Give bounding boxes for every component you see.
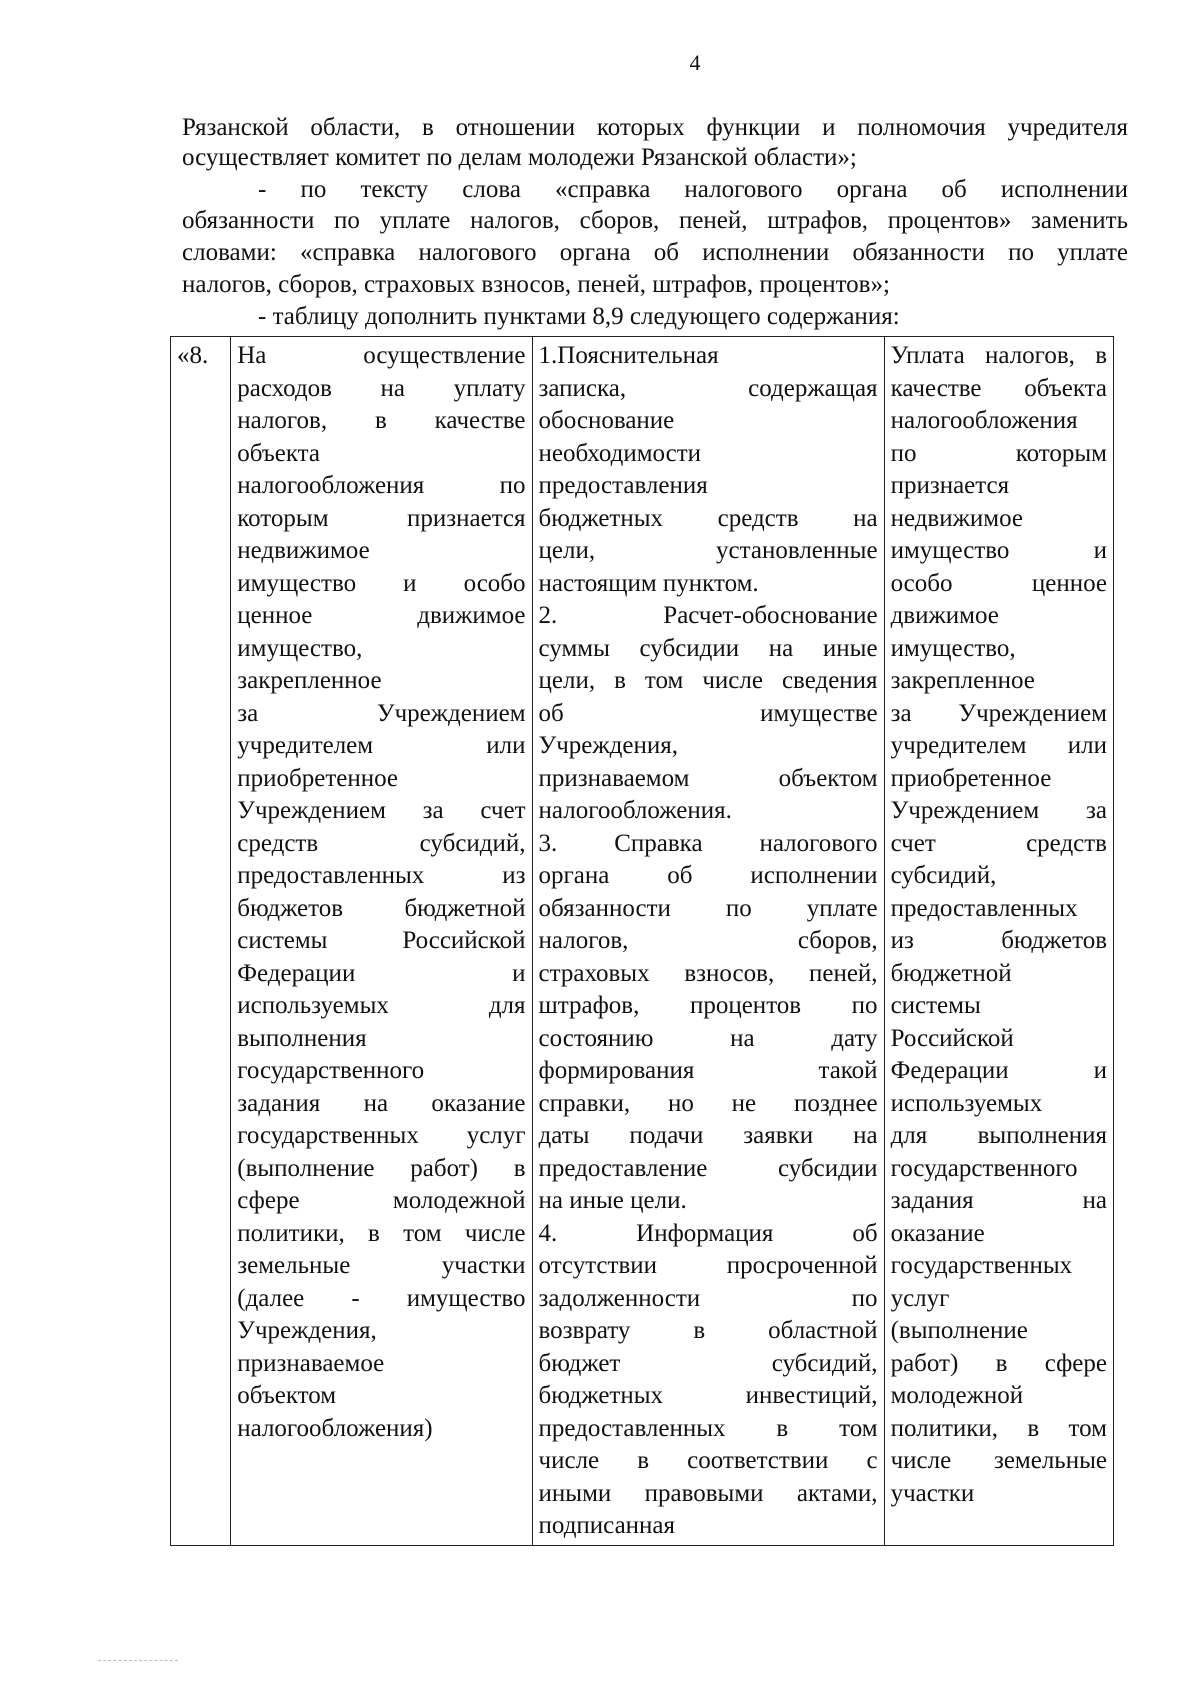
cell-line: имущество, [237, 634, 363, 662]
cell-line: сфере молодежной [237, 1187, 526, 1214]
cell-line: качестве объекта [890, 374, 1107, 402]
cell-line: настоящим пунктом. [538, 569, 759, 597]
paragraph-line: обязанности по уплате налогов, сборов, пеней, штрафов, процентов» заменить [182, 207, 1128, 234]
cell-line: оказание [890, 1219, 985, 1247]
cell-line: Уплата налогов, в [890, 342, 1107, 369]
cell-line: 1.Пояснительная [538, 342, 719, 369]
cell-line: органа об исполнении [538, 862, 878, 889]
cell-line: предоставленных в том [538, 1414, 878, 1442]
cell-line: недвижимое [890, 504, 1023, 532]
cell-line: состоянию на дату [538, 1024, 878, 1052]
cell-line: счет средств [890, 829, 1107, 857]
cell-line: государственного [237, 1057, 425, 1084]
cell-line: формирования такой [538, 1057, 878, 1084]
cell-line: особо ценное [890, 569, 1107, 597]
cell-line: имущество и [890, 537, 1107, 564]
cell-line: признаваемом объектом [538, 764, 878, 792]
cell-line: ценное движимое [237, 602, 526, 629]
cell-line: объектом [237, 1382, 337, 1409]
cell-line: закрепленное [237, 667, 382, 694]
cell-line: 2. Расчет-обоснование [538, 602, 878, 629]
cell-line: задолженности по [538, 1284, 878, 1312]
cell-line: признаваемое [237, 1349, 385, 1377]
cell-line: (выполнение [890, 1317, 1028, 1344]
cell-line: объекта [237, 439, 321, 467]
cell-line: государственного [890, 1154, 1078, 1182]
cell-line: из бюджетов [890, 927, 1107, 954]
cell-line: выполнения [237, 1024, 367, 1052]
cell-line: задания на [890, 1187, 1107, 1214]
cell-line: системы Российской [237, 927, 526, 954]
cell-line: предоставление субсидии [538, 1154, 878, 1182]
cell-line: субсидий, [890, 862, 997, 889]
cell-line: движимое [890, 602, 999, 629]
cell-line: приобретенное [237, 764, 399, 792]
cell-line: числе земельные [890, 1447, 1107, 1474]
expense-purpose-cell [231, 337, 532, 1546]
cell-line: бюджет субсидий, [538, 1349, 878, 1377]
cell-line: отсутствии просроченной [538, 1252, 878, 1279]
cell-line: за Учреждением [237, 699, 526, 727]
subsidy-purpose-cell [884, 337, 1113, 1546]
cell-line: записка, содержащая [538, 374, 878, 402]
cell-line: Федерации и [890, 1057, 1107, 1084]
cell-line: цели, в том числе сведения [538, 667, 878, 694]
cell-line: государственных [890, 1252, 1073, 1279]
table-row [171, 337, 1114, 1546]
cell-line: политики, в том [890, 1414, 1107, 1442]
cell-line: недвижимое [237, 537, 370, 564]
cell-line: обоснование [538, 407, 675, 434]
cell-line: Федерации и [237, 959, 526, 987]
cell-line: учредителем или [237, 732, 526, 759]
cell-line: молодежной [890, 1382, 1024, 1409]
cell-line: На осуществление [237, 342, 526, 369]
paragraph-line: Рязанской области, в отношении которых функции и полномочия учредителя [182, 114, 1128, 141]
cell-line: Учреждения, [237, 1317, 377, 1344]
cell-line: на иные цели. [538, 1187, 687, 1214]
cell-line: подписанная [538, 1512, 676, 1539]
cell-line: используемых для [237, 992, 526, 1019]
cell-line: расходов на уплату [237, 374, 526, 402]
cell-line: задания на оказание [237, 1089, 526, 1117]
cell-line: закрепленное [890, 667, 1035, 694]
cell-line: учредителем или [890, 732, 1107, 759]
cell-line: бюджетных инвестиций, [538, 1382, 878, 1409]
cell-line: системы [890, 992, 981, 1019]
cell-line: 3. Справка налогового [538, 829, 878, 857]
paragraph-line: - таблицу дополнить пунктами 8,9 следующего содержания: [258, 303, 900, 330]
cell-line: за Учреждением [890, 699, 1107, 727]
cell-line: иными правовыми актами, [538, 1479, 878, 1507]
cell-line: числе в соответствии с [538, 1447, 878, 1474]
row-number-cell [171, 337, 231, 1546]
cell-line: налогообложения) [237, 1414, 433, 1442]
paragraph-line: налогов, сборов, страховых взносов, пеней, штрафов, процентов»; [182, 271, 890, 298]
cell-line: об имуществе [538, 699, 878, 727]
cell-line: предоставленных [890, 894, 1078, 922]
cell-line: государственных услуг [237, 1122, 526, 1149]
row-number: «8. [177, 342, 209, 369]
cell-line: Российской [890, 1024, 1014, 1052]
cell-line: работ) в сфере [890, 1349, 1107, 1377]
requirements-table [170, 336, 1114, 1546]
cell-line: Учреждения, [538, 732, 678, 759]
cell-line: 4. Информация об [538, 1219, 878, 1247]
cell-line: предоставленных из [237, 862, 526, 889]
cell-line: для выполнения [890, 1122, 1107, 1149]
cell-line: Учреждением за [890, 797, 1107, 824]
paragraph-line: словами: «справка налогового органа об исполнении обязанности по уплате [182, 239, 1128, 266]
scan-artifact [98, 1660, 178, 1661]
paragraph-line: осуществляет комитет по делам молодежи Рязанской области»; [182, 144, 857, 171]
paragraph-line: - по тексту слова «справка налогового органа об исполнении [258, 176, 1128, 203]
cell-line: участки [890, 1479, 975, 1507]
cell-line: бюджетов бюджетной [237, 894, 526, 922]
required-documents-cell [532, 337, 884, 1546]
cell-line: справки, но не позднее [538, 1089, 878, 1117]
cell-line: услуг [890, 1284, 950, 1312]
cell-line: даты подачи заявки на [538, 1122, 878, 1149]
cell-line: используемых [890, 1089, 1043, 1117]
cell-line: налогообложения по [237, 472, 526, 499]
cell-line: политики, в том числе [237, 1219, 526, 1247]
cell-line: имущество, [890, 634, 1016, 662]
cell-line: предоставления [538, 472, 708, 499]
cell-line: имущество и особо [237, 569, 526, 597]
cell-line: суммы субсидии на иные [538, 634, 878, 662]
cell-line: налогов, сборов, [538, 927, 878, 954]
cell-line: бюджетной [890, 959, 1012, 987]
cell-line: налогообложения. [538, 797, 732, 824]
cell-line: по которым [890, 439, 1107, 467]
cell-line: средств субсидий, [237, 829, 526, 857]
cell-line: которым признается [237, 504, 526, 532]
cell-line: земельные участки [237, 1252, 526, 1279]
cell-line: признается [890, 472, 1010, 499]
cell-line: приобретенное [890, 764, 1052, 792]
page-number: 4 [689, 50, 701, 75]
cell-line: бюджетных средств на [538, 504, 878, 532]
cell-line: Учреждением за счет [237, 797, 526, 824]
cell-line: штрафов, процентов по [538, 992, 878, 1019]
cell-line: (далее - имущество [237, 1284, 526, 1312]
cell-line: необходимости [538, 439, 702, 467]
cell-line: налогов, в качестве [237, 407, 526, 434]
cell-line: возврату в областной [538, 1317, 878, 1344]
cell-line: обязанности по уплате [538, 894, 878, 922]
cell-line: цели, установленные [538, 537, 878, 564]
cell-line: налогообложения [890, 407, 1078, 434]
cell-line: (выполнение работ) в [237, 1154, 526, 1182]
cell-line: страховых взносов, пеней, [538, 959, 878, 987]
